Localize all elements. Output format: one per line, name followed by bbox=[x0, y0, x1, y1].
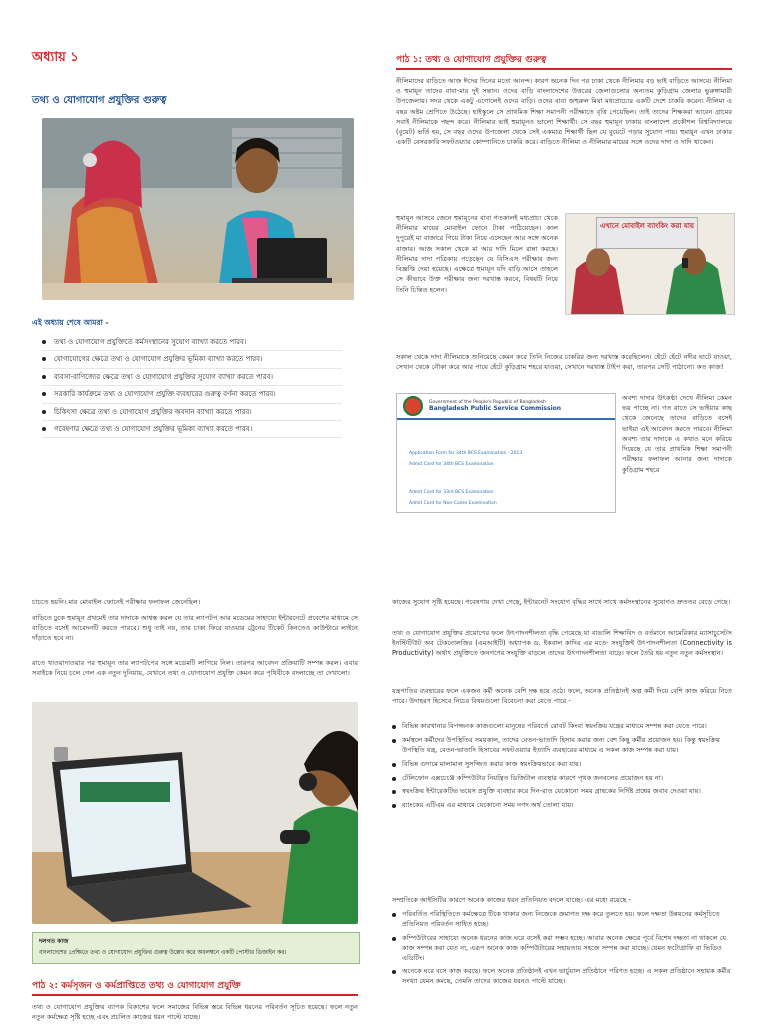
lower-left-paragraph-3: রাতে খাওয়াদাওয়ার পর হুমায়ূন তার ল্যাপটপের সঙ্গে মডেমটি লাগিয়ে নিল। তারপর আবেদন প্রক্রিয়াটি সম্পন্ন করল। এবার সবাইকে নিয়ে চলে গেল এক নতুন দুনিয়ায়, যেখানে তথ্য ও যোগাযোগ প্রযুক্তি কেমন করে পৃথিবীকে বদলাচ্ছে তা দেখালো। bbox=[32, 659, 358, 678]
objective-item: সরকারি কার্যক্রমে তথ্য ও যোগাযোগ প্রযুক্তি ব্যবহারের গুরুত্ব বর্ণনা করতে পারব। bbox=[42, 386, 342, 403]
lesson1-paragraph-1: নীলিমাদের বাড়িতে আজ ঈদের দিনের মতো আনন্দ। কারণ অনেক দিন পর ঢাকা থেকে নীলিমার বড় ভাই বাড়িতে আসবে। নীলিমা ও হুমায়ূন তাদের বাবা-মার দুই সন্তান। ওদের বাড়ি বাংলাদেশের উত্তরের জেলাগুলোর অন্যতম কুড়িগ্রাম জেলার ভুরুঙ্গামারী উপজেলায়। সদর থেকে একটু এগোলেই ওদের বাড়ি। ওদের বাবা জহুরুল মিয়া মধ্যপ্রাচ্যের একটি দেশে চাকরি করেন। নীলিমা এ বছর অষ্টম শ্রেণিতে উঠেছে। হাইস্কুলে সে প্রাথমিক শিক্ষা সমাপনী পরীক্ষাতে বৃত্তি পেয়েছিল। তাই তাদের শিক্ষকরা ভাবেন গ্রামের সবাই নীলিমাকে পছন্দ করে। নীলিমার ভাই হুমায়ূনও ভালো শিক্ষার্থী। সে বছর হুমায়ূন ঢাকায় বাংলাদেশ প্রকৌশল বিশ্ববিদ্যালয়ে (বুয়েট) ভর্তি হয়, সে বছর ওদের উপজেলা থেকে সেই একমাত্র শিক্ষার্থী ছিল যে বুয়েটে পড়ার সুযোগ পায়। হুমায়ূন এখন ঢাকার একটি বেসরকারি সফটওয়্যার কোম্পানিতে চাকরি করে। বাড়িতে নীলিমা ও নীলিমার মায়ের সঙ্গে ওদের দাদা ও দাদি থাকেন। bbox=[396, 77, 732, 147]
lower-right-paragraph-4: সম্প্রতিকে আইসিটির কারণে অনেক কাজের ধরন প্রতিনিয়ত বদলে যাচ্ছে। এর মধ্যে রয়েছে - bbox=[392, 896, 632, 904]
mobile-banking-photo bbox=[565, 213, 735, 315]
website-header bbox=[397, 394, 615, 420]
list-item: স্বয়ংক্রিয় ইন্টারেকটিভ ভয়েস প্রযুক্তি ব্যবহার করে দিন-রাত যেকোনো সময় গ্রাহকের নির্দিষ্ট প্রশ্নের জবাব দেওয়া যায়। bbox=[392, 787, 732, 797]
bullet-icon bbox=[392, 790, 396, 794]
bullet-icon bbox=[42, 410, 46, 414]
list-item: বিভিন্ন গুদামে মালামাল সুসজ্জিত করার কাজ স্বয়ংক্রিয়ভাবে করা যায়। bbox=[392, 760, 732, 770]
bullet-icon bbox=[392, 970, 396, 974]
lesson1-title: পাঠ ১: তথ্য ও যোগাযোগ প্রযুক্তির গুরুত্ব bbox=[396, 55, 547, 65]
objective-item: চিকিৎসা ক্ষেত্রে তথ্য ও যোগাযোগ প্রযুক্তির অবদান ব্যাখ্যা করতে পারব। bbox=[42, 404, 342, 421]
website-org-name: Bangladesh Public Service Commission bbox=[429, 405, 562, 412]
bpsc-website-screenshot bbox=[396, 393, 616, 513]
women-laptop-illustration bbox=[42, 118, 354, 300]
lesson1-paragraph-2: হুমায়ূন আসবে জেনে হুমায়ূনের বাবা গতকালই মধ্যপ্রাচ্য থেকে নীলিমার মায়ের মোবাইল ফোনে টাকা পাঠিয়েছেন। কাল দুপুরেই মা বাজারে গিয়ে টাকা নিয়ে এসেছেন আর সঙ্গে অনেক বাজার। আজ সকাল থেকে মা আর দাদি মিলে রান্না করছে। নীলিমার দাদা পত্রিকায় পড়েছেন যে বিসিএস পরীক্ষার জন্য বিজ্ঞপ্তি দেয়া হয়েছে। এক্ষেত্রে হুমায়ূন যদি বাড়ি আসে তাহলে সে কীভাবে উক্ত পরীক্ষার জন্য দরখাস্ত করবে, বিষয়টি নিয়ে তিনি চিন্তিত হলেন। bbox=[396, 214, 558, 294]
bullet-icon bbox=[42, 340, 46, 344]
website-link[interactable]: Admit Card for Non-Cadre Examination bbox=[409, 501, 497, 506]
website-link[interactable]: Admit Card for 33rd BCS Examination bbox=[409, 490, 494, 495]
bullet-icon bbox=[392, 739, 396, 743]
list-item: কর্মস্থলে কর্মীদের উপস্থিতির সময়কাল, তাদের বেতন-ভাতাদি হিসাব করার জন্য বেশ কিছু কর্মীর প্রয়োজন হয়। কিন্তু স্বয়ংক্রিয় উপস্থিতি যন্ত্র, বেতন-ভাতাদি হিসাবের সফটওয়্যার ইত্যাদি ব্যবহারের মাধ্যমে এ সকল কাজ সম্পন্ন করা যায়। bbox=[392, 736, 732, 756]
mobile-banking-sign: এখানে মোবাইল ব্যাংকিং করা যায় bbox=[596, 217, 698, 249]
bullet-icon bbox=[392, 777, 396, 781]
activity-text: বাংলাদেশের প্রেক্ষিতে তথ্য ও যোগাযোগ প্রযুক্তির গুরুত্ব উল্লেখ করে অবলম্বনে একটি পোস্টার ডিজাইন কর। bbox=[39, 950, 287, 956]
objective-item: যোগাযোগের ক্ষেত্রে তথ্য ও যোগাযোগ প্রযুক্তির ভূমিকা ব্যাখ্যা করতে পারব। bbox=[42, 351, 342, 368]
government-seal-icon bbox=[403, 396, 423, 416]
lower-left-paragraph-1: চাচতে হয়নি। মার মোবাইল ফোনেই পরীক্ষার ফলাফল জেনেছিল। bbox=[32, 598, 201, 606]
list-item: বিভিন্ন কারখানার বিপজ্জনক কাজগুলো মানুষের পরিবর্তে রোবট কিংবা স্বয়ংক্রিয় যন্ত্রের মাধ্যমে সম্পন্ন করা যেতে পারে। bbox=[392, 722, 732, 732]
woman-headset-illustration bbox=[32, 702, 358, 924]
bullet-icon bbox=[42, 427, 46, 431]
title-underline bbox=[396, 68, 732, 70]
lesson2-underline bbox=[32, 994, 358, 996]
work-change-bullet-list bbox=[392, 910, 732, 1024]
website-link[interactable]: Admit Card for 34th BCS Examination bbox=[409, 462, 494, 467]
bullet-icon bbox=[42, 375, 46, 379]
objective-item: ব্যবসা-বাণিজ্যের ক্ষেত্রে তথ্য ও যোগাযোগ প্রযুক্তির সুযোগ ব্যাখ্যা করতে পারব। bbox=[42, 369, 342, 386]
objective-item: তথ্য ও যোগাযোগ প্রযুক্তিতে কর্মসংস্থানের সুযোগ ব্যাখ্যা করতে পারব। bbox=[42, 334, 342, 351]
bullet-icon bbox=[392, 937, 396, 941]
website-gov-line: Government of the People's Republic of Bangladesh bbox=[429, 400, 546, 405]
lower-right-paragraph-1: কাজের সুযোগ সৃষ্টি হয়েছে। গবেষণায় দেখা গেছে, ইন্টারনেট সংযোগ বৃদ্ধির সাথে সাথে কর্মসংস্থানের সুযোগও দ্রুততর বেড়ে গেছে। bbox=[392, 598, 731, 606]
chapter-subtitle: তথ্য ও যোগাযোগ প্রযুক্তির গুরুত্ব bbox=[32, 95, 167, 106]
automation-bullet-list bbox=[392, 722, 732, 815]
objectives-heading: এই অধ্যায় শেষে আমরা - bbox=[32, 318, 109, 327]
lesson2-paragraph: তথ্য ও যোগাযোগ প্রযুক্তির ব্যাপক বিকাশের ফলে সমাজের বিভিন্ন স্তরে বিভিন্ন ধরনের পরিবর্তন সূচিত হয়েছে। ফলে নতুন নতুন কর্মক্ষেত্র সৃষ্টি হচ্ছে এবং প্রচলিত কাজের ধরন পাল্টে যাচ্ছে। bbox=[32, 1003, 358, 1022]
lesson1-paragraph-3: সকাল থেকে দাদা নীলিমাকে শুনিয়েছে কেমন করে তিনি নিজের চাকরির জন্য দরখাস্ত করেছিলেন। হেঁটে হেঁটে নদীর ঘাটে যাওয়া, সেখান থেকে নৌকা করে আর পায়ে হেঁটে কুড়িগ্রাম শহরে যাওয়া, সেখানে দরখাস্ত টাইপ করা, তারপর সেটি পাঠানো। কত কাজ! bbox=[396, 353, 732, 372]
list-item: পরিবর্তিত পরিস্থিতিতে কর্মক্ষেত্রে টিকে থাকার জন্য নিজেকে ক্রমাগত দক্ষ করে তুলতে হয়। ফলে দক্ষতা উন্নয়নের কর্মসূচিতে প্রতিনিয়ত পরিবর্তন সাধিত হচ্ছে। bbox=[392, 910, 732, 930]
chapter-title: অধ্যায় ১ bbox=[32, 50, 79, 65]
objective-item: গবেষণার ক্ষেত্রে তথ্য ও যোগাযোগ প্রযুক্তির ভূমিকা ব্যাখ্যা করতে পারব। bbox=[42, 421, 342, 438]
lower-right-paragraph-2: তথ্য ও যোগাযোগ প্রযুক্তির প্রয়োগের ফলে উৎপাদনশীলতা বৃদ্ধি পেয়েছে যা বাঙালি শিক্ষাবিদ ও বর্তমানে আমেরিকার ম্যাসাচুসেটস ইনস্টিটিউট অব টেকনোলজির (এমআইটি) অধ্যাপক ড. ইকবাল কাদির এর মতে- সংযুক্তিই উৎপাদনশীলতা (Connectivity is Productivity) অর্থাৎ প্রযুক্তিতে জনগণের সংযুক্তি বাড়লে তাদের উৎপাদনশীলতা বাড়ে। ফলে তৈরি হয় নতুন নতুন কর্মসংস্থান। bbox=[392, 629, 732, 658]
lower-left-paragraph-2: বাড়িতে ঢুকে হুমায়ূন প্রথমেই তার দাদাকে আশ্বস্ত করল যে তার ল্যাপটপ আর মডেমের সাহায্যে ইন্টারনেটে প্রবেশের মাধ্যমে সে বাড়িতে বসেই আবেদনটি করতে পারবে। শুধু তাই নয়, তার চাকা ফিরে যাওয়ার ট্রেনের টিকেট কিনতেও কাউন্টারে লাইনে দাঁড়াতে হবে না। bbox=[32, 614, 358, 643]
women-laptop-photo bbox=[42, 118, 354, 300]
woman-headset-laptop-photo bbox=[32, 702, 358, 924]
activity-title: দলগত কাজ bbox=[39, 938, 69, 945]
lesson1-paragraph-4: অবশ্য দাদার উৎকণ্ঠা দেখে নীলিমা কেমন ভয় পাচ্ছে না। গত রাতে সে ভাইয়ার কাছ থেকে জেনেছে তাদের বাড়িতে বসেই ভাইয়া এই আবেদন করতে পারবে। নীলিমা অবশ্য তার দাদাকে এ কথাও মনে করিয়ে দিয়েছে যে তার প্রাথমিক শিক্ষা সমাপনী পরীক্ষার ফলাফল আনার জন্য দাদাকে কুড়িগ্রাম শহরে bbox=[622, 394, 732, 474]
lower-right-paragraph-3: যন্ত্রপাতির ব্যবহারের ফলে একজন কর্মী অনেক বেশি দক্ষ হয়ে ওঠে। ফলে, অনেক প্রতিষ্ঠানই অল্প কর্মী দিয়ে বেশি কাজ করিয়ে নিতে পারে। উদাহরণ হিসেবে নিচের বিষয়গুলো বিবেচনা করা যেতে পারে - bbox=[392, 687, 732, 706]
group-activity-box bbox=[32, 932, 360, 964]
list-item: ব্যাংকের এটিএম এর মাধ্যমে যেকোনো সময় নগদ অর্থ তোলা যায়। bbox=[392, 801, 732, 811]
list-item: টেলিফোন এক্সচেঞ্জে কম্পিউটার নিয়ন্ত্রিত ডিজিটাল ব্যবস্থার কারণে পৃথক জনবলের প্রয়োজন হয় না। bbox=[392, 774, 732, 784]
bullet-icon bbox=[392, 763, 396, 767]
website-link[interactable]: Application Form for 34th BCS Examination - 2013 bbox=[409, 451, 523, 456]
bullet-icon bbox=[392, 913, 396, 917]
bullet-icon bbox=[42, 392, 46, 396]
bullet-icon bbox=[392, 804, 396, 808]
objectives-list bbox=[42, 334, 342, 438]
bullet-icon bbox=[392, 725, 396, 729]
lesson2-title: পাঠ ২: কর্মসৃজন ও কর্মপ্রাপ্তিতে তথ্য ও যোগাযোগ প্রযুক্তি bbox=[32, 981, 241, 991]
list-item: কম্পিউটারের সাহায্যে অনেক ধরনের কাজ ঘরে বসেই করা সম্ভব হচ্ছে। আবার অনেক ক্ষেত্রে পূর্বে বিশেষ দক্ষতা না থাকলে যে কাজ সম্পন্ন করা যেত না, এরূপ অনেক কাজ কম্পিউটারের সহায়তায় সহজে সম্পন্ন করা যাচ্ছে। যেমন ফটোগ্রাফি বা ভিডিও এডিটিং। bbox=[392, 934, 732, 964]
bullet-icon bbox=[42, 357, 46, 361]
list-item: অনেকে ঘরে বসে কাজ করছে। ফলে অনেক প্রতিষ্ঠানই এখন ভার্চুয়াল প্রতিষ্ঠানে পরিণত হচ্ছে। এ সকল প্রতিষ্ঠানে সহায়ক কর্মীর সংখ্যা যেমন কমছে, তেমনি তাদের কাজের ধরনও পাল্টে যাচ্ছে। bbox=[392, 967, 732, 987]
